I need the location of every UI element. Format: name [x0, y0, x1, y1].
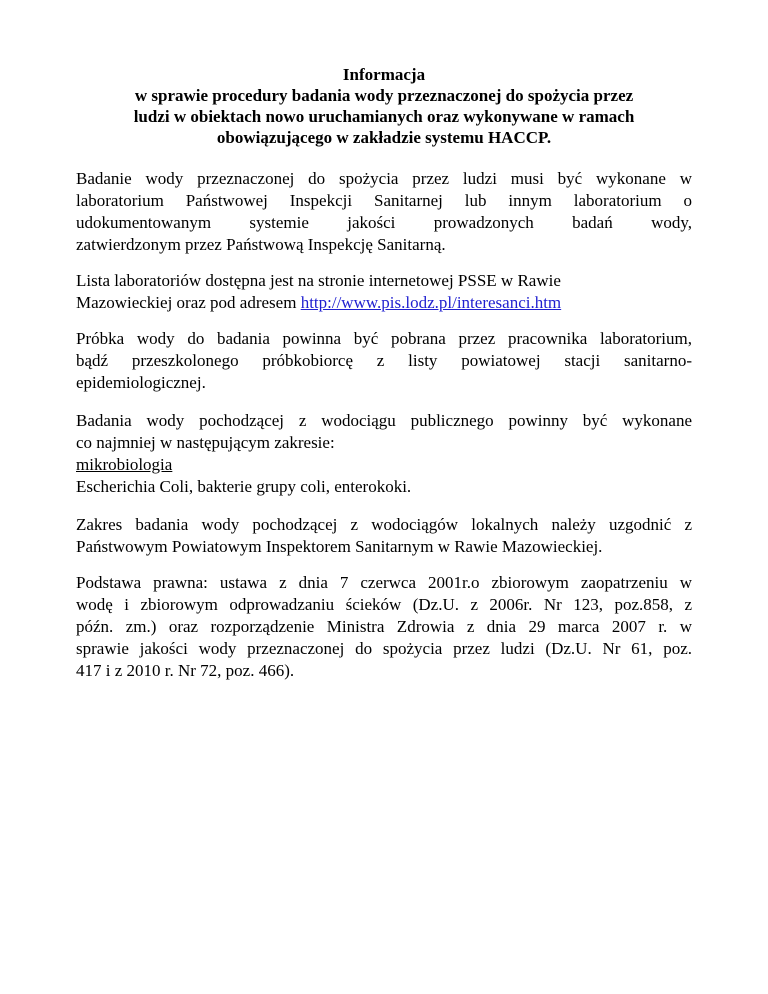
paragraph-line-with-link [76, 292, 692, 314]
paragraph-scope [76, 410, 692, 498]
paragraph-line: 417 i z 2010 r. Nr 72, poz. 466). [76, 661, 295, 680]
title-line-3: ludzi w obiektach nowo uruchamianych oraz wykonywane w ramach [133, 107, 635, 126]
paragraph-local-scope [76, 514, 692, 558]
document-title [76, 64, 692, 148]
paragraph-requirement [76, 168, 692, 256]
lab-list-link[interactable]: http://www.pis.lodz.pl/interesanci.htm [300, 293, 562, 312]
paragraph-line: Badania wody pochodzącej z wodociągu publicznego powinny być wykonane [76, 411, 692, 430]
paragraph-line: udokumentowanym systemie jakości prowadzonych badań wody, [76, 213, 692, 232]
link-prefix-text: Mazowieckiej oraz pod adresem [76, 293, 301, 312]
title-line-1: Informacja [342, 65, 426, 84]
paragraph-line: Zakres badania wody pochodzącej z wodociągów lokalnych należy uzgodnić z [76, 515, 692, 534]
paragraph-line: Państwowym Powiatowym Inspektorem Sanitarnym w Rawie Mazowieckiej. [76, 537, 603, 556]
title-line-2: w sprawie procedury badania wody przeznaczonej do spożycia przez [134, 86, 634, 105]
paragraph-line: Escherichia Coli, bakterie grupy coli, enterokoki. [76, 477, 412, 496]
paragraph-legal-basis [76, 572, 692, 682]
paragraph-line: Lista laboratoriów dostępna jest na stronie internetowej PSSE w Rawie [76, 271, 561, 290]
paragraph-line: późn. zm.) oraz rozporządzenie Ministra Zdrowia z dnia 29 marca 2007 r. w [76, 617, 692, 636]
title-line-4: obowiązującego w zakładzie systemu HACCP. [216, 128, 552, 147]
scope-subheading: mikrobiologia [76, 455, 173, 474]
paragraph-line: laboratorium Państwowej Inspekcji Sanitarnej lub innym laboratorium o [76, 191, 692, 210]
paragraph-line: wodę i zbiorowym odprowadzaniu ścieków (Dz.U. z 2006r. Nr 123, poz.858, z [76, 595, 692, 614]
paragraph-line: Próbka wody do badania powinna być pobrana przez pracownika laboratorium, [76, 329, 692, 348]
paragraph-line: zatwierdzonym przez Państwową Inspekcję Sanitarną. [76, 235, 446, 254]
paragraph-line: epidemiologicznej. [76, 373, 206, 392]
paragraph-line: bądź przeszkolonego próbkobiorcę z listy powiatowej stacji sanitarno- [76, 351, 692, 370]
paragraph-sampling [76, 328, 692, 394]
paragraph-line: Podstawa prawna: ustawa z dnia 7 czerwca 2001r.o zbiorowym zaopatrzeniu w [76, 573, 692, 592]
paragraph-lab-list [76, 270, 692, 314]
paragraph-line: sprawie jakości wody przeznaczonej do spożycia przez ludzi (Dz.U. Nr 61, poz. [76, 639, 692, 658]
paragraph-line: co najmniej w następującym zakresie: [76, 433, 335, 452]
paragraph-line: Badanie wody przeznaczonej do spożycia przez ludzi musi być wykonane w [76, 169, 692, 188]
